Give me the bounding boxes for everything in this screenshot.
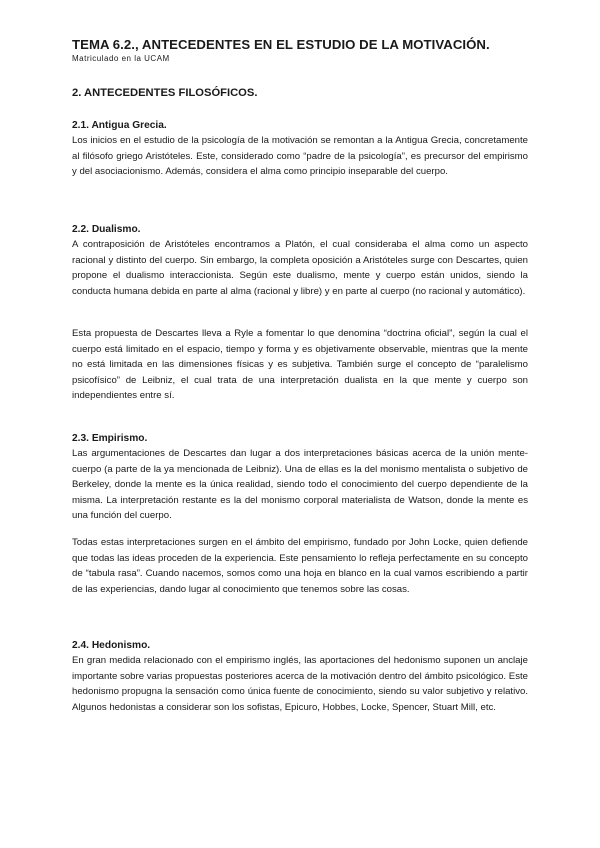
main-heading: 2. ANTECEDENTES FILOSÓFICOS.	[72, 87, 258, 99]
paragraph: Los inicios en el estudio de la psicología de la motivación se remontan a la Antigua Grecia, concretamente al filósofo griego Aristóteles. Este, considerado como “padre de la psicología”, es precursor del empirismo y del asociacionismo. Además, considera el alma como principio inseparable del cuerpo.	[72, 135, 528, 178]
document-title: TEMA 6.2., ANTECEDENTES EN EL ESTUDIO DE LA MOTIVACIÓN.	[72, 37, 490, 52]
paragraph: En gran medida relacionado con el empirismo inglés, las aportaciones del hedonismo suponen un anclaje importante sobre varias propuestas posteriores acerca de la motivación dentro del ámbito psicológico. Este hedonismo propugna la sensación como única fuente de conocimiento, siendo su valor subjetivo y relativo. Algunos hedonistas a considerar son los sofistas, Epicuro, Hobbes, Locke, Spencer, Stuart Mill, etc.	[72, 655, 528, 713]
section-title-hedonismo: 2.4. Hedonismo.	[72, 640, 151, 651]
paragraph: Las argumentaciones de Descartes dan lugar a dos interpretaciones básicas acerca de la unión mente-cuerpo (a parte de la ya mencionada de Leibniz). Una de ellas es la del monismo mentalista o subjetivo de Berkeley, donde la mente es la única realidad, siendo todo el conocimiento del cuerpo dependiente de la misma. La interpretación restante es la del monismo corporal materialista de Watson, donde la mente es una función del cuerpo.	[72, 448, 528, 522]
section-title-antigua-grecia: 2.1. Antigua Grecia.	[72, 120, 167, 131]
paragraph: A contraposición de Aristóteles encontramos a Platón, el cual consideraba el alma como un aspecto racional y distinto del cuerpo. Sin embargo, la completa oposición a Aristóteles surge con Descartes, quien propone el dualismo interaccionista. Según este dualismo, mente y cuerpo están unidos, siendo la conducta humana debida en parte al alma (racional y libre) y en parte al cuerpo (no racional y automático).	[72, 239, 528, 297]
section-title-dualismo: 2.2. Dualismo.	[72, 224, 141, 235]
paragraph: Todas estas interpretaciones surgen en el ámbito del empirismo, fundado por John Locke, quien defiende que todas las ideas proceden de la experiencia. Este pensamiento lo refleja perfectamente en su concepto de “tabula rasa”. Cuando nacemos, somos como una hoja en blanco en la cual vamos escribiendo a partir de las experiencias, dando lugar al conocimiento que tenemos sobre las cosas.	[72, 537, 528, 595]
section-title-empirismo: 2.3. Empirismo.	[72, 433, 148, 444]
document-subtitle: Matriculado en la UCAM	[72, 54, 170, 63]
paragraph: Esta propuesta de Descartes lleva a Ryle a fomentar lo que denomina “doctrina oficial”, según la cual el cuerpo está limitado en el espacio, tiempo y forma y es objetivamente observable, mientras que la mente no está limitada en las dimensiones físicas y es subjetiva. También surge el concepto de “paralelismo psicofísico” de Leibniz, el cual trata de una interpretación dualista en la que mente y cuerpo son independientes entre sí.	[72, 328, 528, 402]
